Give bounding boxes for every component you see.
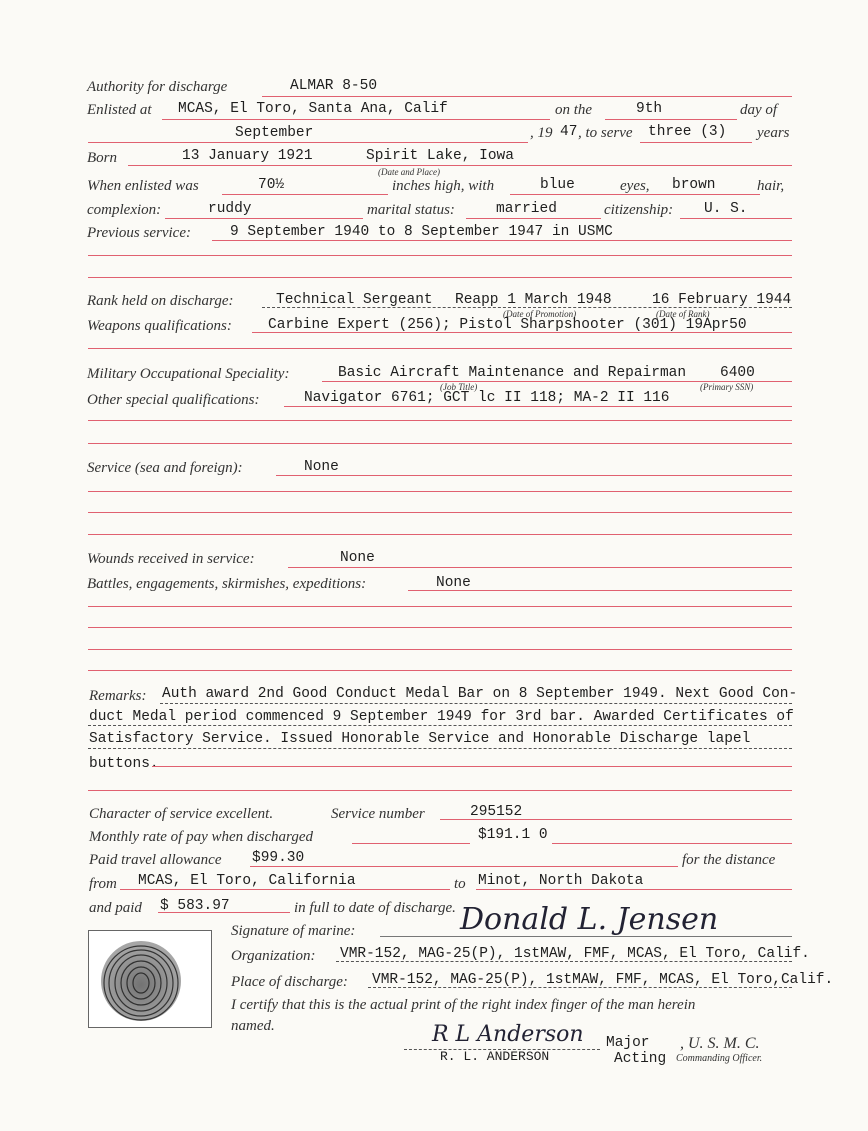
date-place-caption: (Date and Place)	[378, 167, 440, 177]
commanding-officer-label: Commanding Officer.	[676, 1053, 763, 1064]
place-discharge-label: Place of discharge:	[231, 974, 348, 990]
usmc-label: , U. S. M. C.	[680, 1035, 760, 1052]
enlisted-on-label: on the	[555, 102, 593, 118]
promotion-date: Reapp 1 March 1948	[455, 292, 612, 308]
promotion-caption: (Date of Promotion)	[503, 309, 577, 319]
character-label: Character of service excellent.	[89, 806, 274, 822]
signature-label: Signature of marine:	[231, 923, 356, 939]
officer-rank: Major	[606, 1035, 650, 1051]
hair-label: hair,	[757, 178, 785, 194]
paid-amount: $ 583.97	[160, 898, 230, 914]
pay-label: Monthly rate of pay when discharged	[89, 829, 313, 845]
rule	[352, 843, 470, 844]
inches-label: inches high, with	[392, 178, 495, 194]
rank-value: Technical Sergeant	[276, 292, 433, 308]
service-sea-value: None	[304, 459, 339, 475]
height-label: When enlisted was	[87, 178, 199, 194]
dotted-rule	[160, 703, 792, 704]
enlisted-at-label: Enlisted at	[87, 102, 152, 118]
rule	[88, 420, 792, 421]
job-title-caption: (Job Title)	[440, 382, 478, 392]
rule	[128, 165, 792, 166]
rule	[88, 142, 528, 143]
rule	[88, 443, 792, 444]
rule	[476, 889, 792, 890]
hair-value: brown	[672, 177, 716, 193]
rank-label: Rank held on discharge:	[87, 293, 234, 309]
service-sea-label: Service (sea and foreign):	[87, 460, 243, 476]
paid-label: and paid	[89, 900, 142, 916]
previous-service-label: Previous service:	[87, 225, 191, 241]
rule	[88, 606, 792, 607]
wounds-value: None	[340, 550, 375, 566]
fingerprint-image	[89, 931, 209, 1025]
remarks-line-1: Auth award 2nd Good Conduct Medal Bar on 8 September 1949. Next Good Con-	[162, 686, 798, 702]
marine-signature: Donald L. Jensen	[460, 902, 719, 937]
rule	[88, 348, 792, 349]
travel-amount: $99.30	[252, 850, 305, 866]
rule	[158, 912, 290, 913]
rule	[640, 142, 752, 143]
born-label: Born	[87, 150, 117, 166]
rule	[605, 119, 737, 120]
organization-value: VMR-152, MAG-25(P), 1stMAW, FMF, MCAS, El Toro, Calif.	[340, 946, 810, 962]
rule	[162, 119, 550, 120]
officer-acting: Acting	[614, 1051, 667, 1067]
enlisted-year: 47	[560, 124, 578, 140]
distance-label: for the distance	[682, 852, 776, 868]
rule	[262, 96, 792, 97]
mos-value: Basic Aircraft Maintenance and Repairman	[338, 365, 687, 381]
place-discharge-value: VMR-152, MAG-25(P), 1stMAW, FMF, MCAS, El Toro,Calif.	[372, 972, 834, 988]
officer-signature: R L Anderson	[432, 1022, 584, 1047]
dotted-rule	[368, 987, 792, 988]
signature-rule	[380, 936, 792, 937]
eyes-label: eyes,	[620, 178, 650, 194]
years-label: years	[757, 125, 790, 141]
travel-from: MCAS, El Toro, California	[138, 873, 356, 889]
ssn-caption: (Primary SSN)	[700, 382, 754, 392]
dotted-rule	[336, 961, 792, 962]
rule	[88, 534, 792, 535]
complexion-value: ruddy	[208, 201, 252, 217]
rule	[88, 649, 792, 650]
born-place: Spirit Lake, Iowa	[366, 148, 514, 164]
rule	[510, 194, 760, 195]
rule	[88, 512, 792, 513]
organization-label: Organization:	[231, 948, 316, 964]
from-label: from	[89, 876, 117, 892]
enlisted-place: MCAS, El Toro, Santa Ana, Calif	[178, 101, 448, 117]
certify-line-1: I certify that this is the actual print of the right index finger of the man herein	[231, 997, 696, 1013]
dotted-rule	[262, 307, 792, 308]
enlisted-term: three (3)	[648, 124, 727, 140]
rule	[408, 590, 792, 591]
officer-name: R. L. ANDERSON	[440, 1049, 550, 1064]
other-qual-label: Other special qualifications:	[87, 392, 260, 408]
rule	[88, 491, 792, 492]
other-qual-value: Navigator 6761; GCT lc II 118; MA-2 II 116	[304, 390, 670, 406]
authority-value: ALMAR 8-50	[290, 78, 378, 94]
certify-line-2: named.	[231, 1018, 275, 1034]
marital-label: marital status:	[367, 202, 455, 218]
authority-label: Authority for discharge	[87, 79, 228, 95]
mos-ssn: 6400	[720, 365, 755, 381]
battles-value: None	[436, 575, 471, 591]
enlisted-day: 9th	[636, 101, 663, 117]
rule	[680, 218, 792, 219]
rule	[88, 255, 792, 256]
wounds-label: Wounds received in service:	[87, 551, 255, 567]
rule	[88, 790, 792, 791]
remarks-label: Remarks:	[89, 688, 147, 704]
born-date: 13 January 1921	[182, 148, 313, 164]
mos-label: Military Occupational Speciality:	[87, 366, 290, 382]
rule	[88, 277, 792, 278]
rule	[252, 332, 792, 333]
rule	[165, 218, 363, 219]
rule	[440, 819, 792, 820]
enlisted-month: September	[235, 125, 314, 141]
marital-value: married	[496, 201, 557, 217]
pay-value: $191.1 0	[478, 827, 548, 843]
travel-label: Paid travel allowance	[89, 852, 222, 868]
rule	[88, 670, 792, 671]
rule	[284, 406, 792, 407]
eyes-value: blue	[540, 177, 575, 193]
rank-caption: (Date of Rank)	[656, 309, 710, 319]
serve-label: , to serve	[578, 125, 633, 141]
height-value: 70½	[258, 177, 285, 193]
year-prefix: , 19	[530, 125, 553, 141]
complexion-label: complexion:	[87, 202, 162, 218]
rule	[466, 218, 601, 219]
rule	[212, 240, 792, 241]
date-of-rank: 16 February 1944	[652, 292, 792, 308]
weapons-label: Weapons qualifications:	[87, 318, 232, 334]
rule	[276, 475, 792, 476]
rule	[120, 889, 450, 890]
dotted-rule	[88, 748, 792, 749]
remarks-line-4: buttons.	[89, 756, 159, 772]
remarks-line-2: duct Medal period commenced 9 September 1949 for 3rd bar. Awarded Certificates of	[89, 709, 794, 725]
citizenship-label: citizenship:	[604, 202, 674, 218]
dotted-rule	[88, 725, 792, 726]
citizenship-value: U. S.	[704, 201, 748, 217]
day-of-label: day of	[740, 102, 778, 118]
battles-label: Battles, engagements, skirmishes, expeditions:	[87, 576, 367, 592]
rule	[552, 843, 792, 844]
rule	[250, 866, 678, 867]
rule	[288, 567, 792, 568]
travel-to: Minot, North Dakota	[478, 873, 644, 889]
rule	[152, 766, 792, 767]
remarks-line-3: Satisfactory Service. Issued Honorable Service and Honorable Discharge lapel	[89, 731, 751, 747]
service-number-value: 295152	[470, 804, 523, 820]
weapons-value: Carbine Expert (256); Pistol Sharpshooter (301) 19Apr50	[268, 317, 747, 333]
service-number-label: Service number	[331, 806, 425, 822]
rule	[88, 627, 792, 628]
previous-service-value: 9 September 1940 to 8 September 1947 in USMC	[230, 224, 613, 240]
fingerprint-box	[88, 930, 212, 1028]
full-date-label: in full to date of discharge.	[294, 900, 456, 916]
to-label: to	[454, 876, 466, 892]
rule	[222, 194, 388, 195]
